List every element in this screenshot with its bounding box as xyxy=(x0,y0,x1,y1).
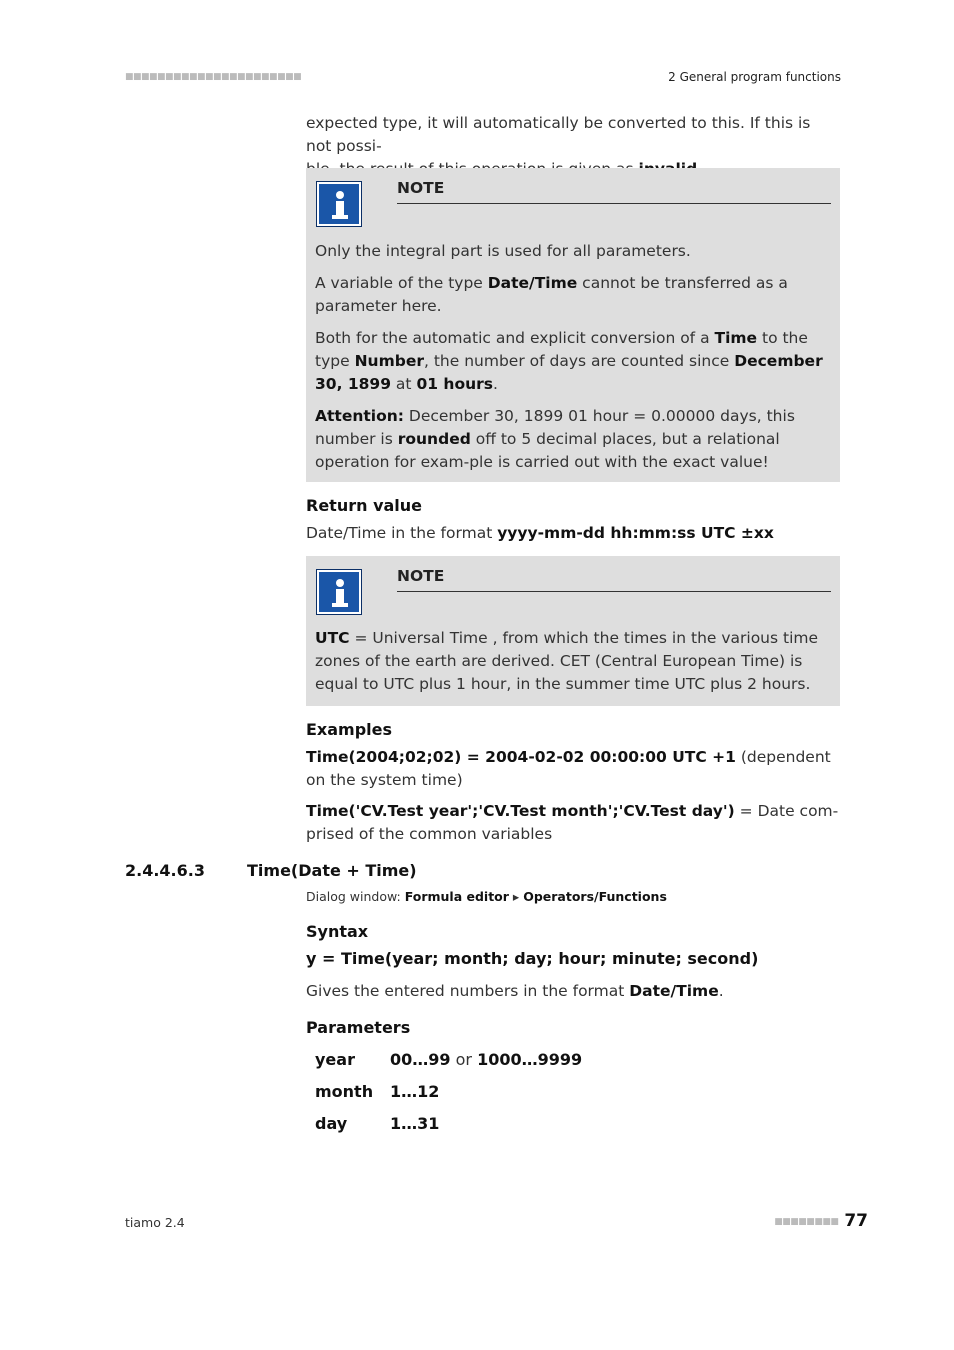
note-paragraph: Both for the automatic and explicit conversion of a Time to the type Number, the number of days are counted since December 30, 1899 at 01 hours. xyxy=(315,329,823,393)
param-range-day: 1…31 xyxy=(390,1114,440,1133)
section-number: 2.4.4.6.3 xyxy=(125,861,205,880)
note-box-2 xyxy=(306,556,840,706)
note-title: NOTE xyxy=(397,565,831,592)
note-paragraph: UTC = Universal Time , from which the times in the various time zones of the earth are derived. CET (Central European Time) is equal to UTC plus 1 hour, in the summer time UTC plus 2 hours. xyxy=(315,629,819,693)
return-value-heading: Return value xyxy=(306,496,423,515)
param-range-month: 1…12 xyxy=(390,1082,440,1101)
syntax-heading: Syntax xyxy=(306,922,369,941)
example-2: Time('CV.Test year';'CV.Test month';'CV.Test day') = Date com-prised of the common variables xyxy=(306,802,839,843)
dialog-path: Dialog window: Formula editor ▸ Operators/Functions xyxy=(306,889,667,904)
info-icon xyxy=(316,181,362,227)
header-marker: ■■■■■■■■■■■■■■■■■■■■■■ xyxy=(125,72,302,82)
param-range-year: 00…99 or 1000…9999 xyxy=(390,1050,583,1069)
page-number: 77 xyxy=(844,1211,868,1231)
footer-marker: ■■■■■■■■ xyxy=(774,1217,839,1227)
example-1: Time(2004;02;02) = 2004-02-02 00:00:00 UTC +1 (dependent on the system time) xyxy=(306,748,831,789)
footer-page xyxy=(774,1211,868,1231)
parameters-heading: Parameters xyxy=(306,1018,411,1037)
info-icon xyxy=(316,569,362,615)
intro-paragraph: expected type, it will automatically be converted to this. If this is not possi- xyxy=(306,114,811,155)
arrow-right-icon: ▸ xyxy=(512,889,520,904)
section-title: Time(Date + Time) xyxy=(247,861,417,880)
param-name-year: year xyxy=(315,1050,355,1069)
param-name-month: month xyxy=(315,1082,374,1101)
footer-product: tiamo 2.4 xyxy=(125,1215,185,1230)
examples-heading: Examples xyxy=(306,720,393,739)
note-paragraph: Only the integral part is used for all parameters. xyxy=(315,242,691,260)
param-name-day: day xyxy=(315,1114,348,1133)
note-paragraph: A variable of the type Date/Time cannot be transferred as a parameter here. xyxy=(315,274,788,315)
return-value-text: Date/Time in the format yyyy-mm-dd hh:mm:ss UTC ±xx xyxy=(306,524,774,542)
syntax-formula: y = Time(year; month; day; hour; minute; second) xyxy=(306,949,759,968)
syntax-description: Gives the entered numbers in the format Date/Time. xyxy=(306,982,724,1000)
note-paragraph: Attention: December 30, 1899 01 hour = 0.00000 days, this number is rounded off to 5 decimal places, but a relational operation for exam-ple is carried out with the exact value! xyxy=(315,407,795,471)
note-title: NOTE xyxy=(397,177,831,204)
note-box-1 xyxy=(306,168,840,482)
header-section: 2 General program functions xyxy=(668,70,841,84)
